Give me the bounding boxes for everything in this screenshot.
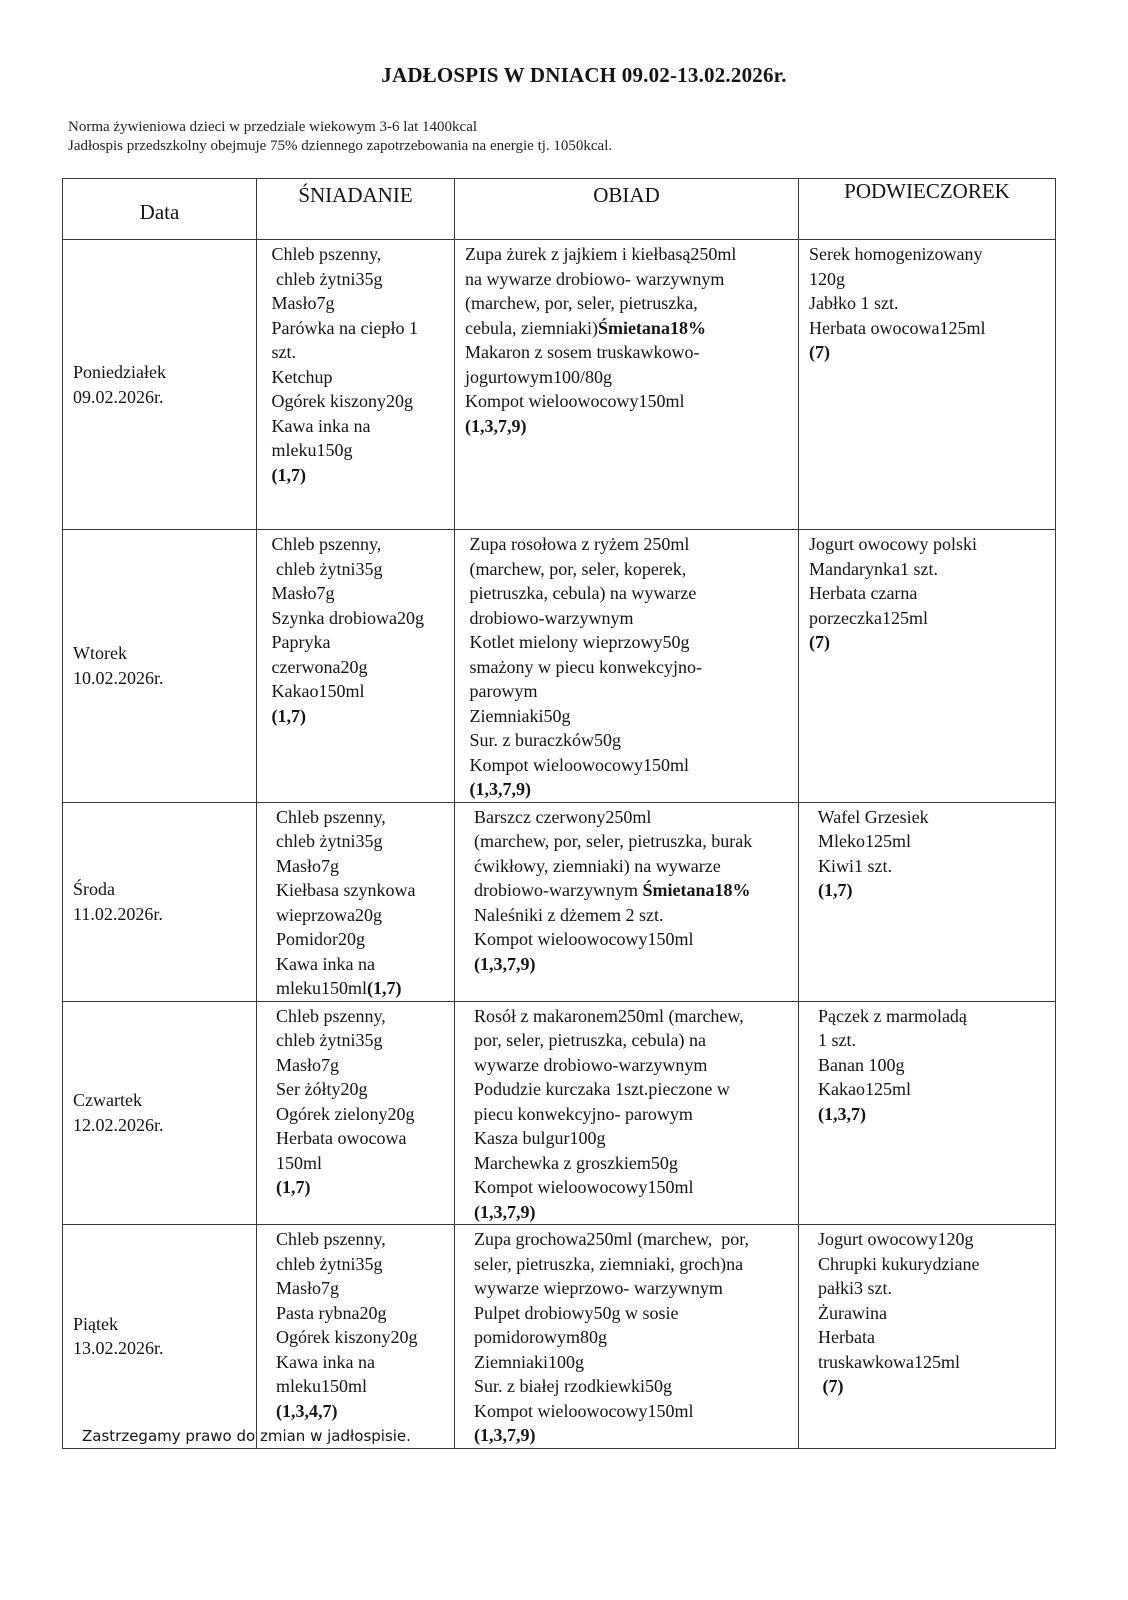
menu-item-text: wieprzowa20g — [267, 904, 382, 925]
allergen-codes — [809, 878, 1049, 903]
menu-item — [465, 291, 792, 316]
menu-item — [465, 1175, 792, 1200]
menu-item — [267, 438, 448, 463]
menu-item-text: Kotlet mielony wieprzowy50g — [465, 632, 690, 652]
menu-item-text: Papryka — [267, 632, 331, 652]
table-row — [63, 802, 1056, 1001]
menu-item-text: Barszcz czerwony250ml — [465, 806, 652, 827]
menu-item — [465, 829, 792, 854]
menu-item-text: chleb żytni35g — [267, 1030, 383, 1050]
menu-item-text: Mandarynka1 szt. — [809, 558, 938, 579]
allergen-codes — [809, 1374, 1049, 1399]
day-name: Czwartek — [73, 1090, 142, 1111]
menu-item — [465, 581, 792, 606]
menu-item — [267, 414, 448, 439]
menu-item-text: truskawkowa125ml — [809, 1351, 960, 1372]
menu-item-text: (7) — [809, 342, 830, 362]
menu-item — [809, 1350, 1049, 1375]
menu-item-text: Marchewka z groszkiem50g — [465, 1152, 678, 1173]
menu-item-text: pietruszka, cebula) na wywarze — [465, 583, 697, 603]
table-row — [63, 530, 1056, 803]
menu-item — [809, 557, 1049, 582]
menu-item-text: Kakao125ml — [809, 1079, 911, 1099]
menu-item-text: chleb żytni35g — [267, 831, 383, 851]
menu-item — [267, 829, 448, 854]
menu-item — [465, 267, 792, 292]
menu-item-text: Ogórek zielony20g — [267, 1103, 415, 1124]
menu-item-text: Masło7g — [267, 855, 339, 876]
menu-item-text: Sur. z białej rzodkiewki50g — [465, 1376, 672, 1396]
menu-item — [465, 679, 792, 704]
table-row — [63, 1225, 1056, 1449]
menu-item — [809, 854, 1049, 879]
menu-item — [267, 1252, 448, 1277]
menu-item — [465, 1077, 792, 1102]
menu-item-text: Chleb pszenny, — [267, 806, 386, 827]
menu-item — [465, 805, 792, 830]
menu-item-text: Zupa żurek z jajkiem i kiełbasą250ml — [465, 244, 737, 264]
allergen-codes — [465, 777, 792, 802]
menu-item — [809, 1252, 1049, 1277]
menu-item — [465, 1004, 792, 1029]
menu-item-text: Sur. z buraczków50g — [465, 730, 621, 750]
menu-item — [465, 1399, 792, 1424]
menu-item — [267, 854, 448, 879]
menu-item-text: 1 szt. — [809, 1030, 856, 1050]
menu-item — [809, 532, 1049, 557]
day-date: 10.02.2026r. — [73, 667, 164, 688]
energy-coverage-note: Jadłospis przedszkolny obejmuje 75% dziennego zapotrzebowania na energie tj. 1050kcal. — [68, 138, 613, 154]
breakfast-cell — [257, 530, 455, 803]
menu-item — [267, 903, 448, 928]
menu-item — [267, 878, 448, 903]
menu-item — [267, 532, 448, 557]
menu-item — [809, 1301, 1049, 1326]
menu-item — [465, 316, 792, 341]
menu-item-text: (7) — [809, 632, 830, 652]
menu-item — [267, 927, 448, 952]
menu-item-text: Rosół z makaronem250ml (marchew, — [465, 1005, 744, 1026]
menu-item — [267, 1374, 448, 1399]
allergen-codes — [465, 414, 792, 439]
menu-item-text: Kompot wieloowocowy150ml — [465, 754, 689, 775]
day-name: Poniedziałek — [73, 362, 166, 382]
menu-item-text: 150ml — [267, 1152, 323, 1173]
menu-item-text: pałki3 szt. — [809, 1278, 892, 1298]
menu-item — [465, 242, 792, 267]
header-snack: PODWIECZOREK — [799, 179, 1056, 240]
menu-item — [465, 1151, 792, 1176]
allergen-codes — [465, 952, 792, 977]
menu-item-text: (1,3,7) — [809, 1103, 866, 1124]
menu-item — [465, 704, 792, 729]
day-name: Wtorek — [73, 643, 127, 664]
menu-item-text: (7) — [809, 1376, 844, 1396]
menu-item-text: (1,7) — [267, 1177, 311, 1197]
menu-item — [267, 1053, 448, 1078]
menu-item — [267, 267, 448, 292]
lunch-cell — [455, 802, 799, 1001]
table-header-row — [63, 179, 1056, 240]
document-title: JADŁOSPIS W DNIACH 09.02-13.02.2026r. — [381, 63, 787, 87]
menu-item-text: mleku150g — [267, 440, 353, 460]
nutrition-norm-note: Norma żywieniowa dzieci w przedziale wiekowym 3-6 lat 1400kcal — [68, 119, 478, 135]
menu-item — [809, 805, 1049, 830]
menu-item — [465, 1350, 792, 1375]
table-row — [63, 1001, 1056, 1225]
menu-item — [465, 1028, 792, 1053]
breakfast-cell — [257, 802, 455, 1001]
menu-item-text: Jogurt owocowy polski — [809, 534, 977, 554]
menu-item-text: Masło7g — [267, 1054, 339, 1075]
menu-item-text: cebula, ziemniaki) — [465, 317, 598, 338]
lunch-cell — [455, 1225, 799, 1449]
menu-item-text: seler, pietruszka, ziemniaki, groch)na — [465, 1253, 744, 1274]
menu-item-text: Ziemniaki50g — [465, 705, 571, 726]
menu-item-text: jogurtowym100/80g — [465, 366, 612, 387]
menu-item — [267, 1227, 448, 1252]
menu-item — [267, 1028, 448, 1053]
menu-item — [809, 1053, 1049, 1078]
menu-item-text: Banan 100g — [809, 1054, 905, 1075]
menu-item — [809, 1004, 1049, 1029]
lunch-cell — [455, 240, 799, 530]
menu-item — [465, 1126, 792, 1151]
snack-cell — [799, 1001, 1056, 1225]
menu-item — [465, 854, 792, 879]
snack-cell — [799, 240, 1056, 530]
menu-item-text: (1,7) — [809, 880, 853, 900]
menu-item — [267, 1102, 448, 1127]
menu-item-text: 120g — [809, 268, 845, 289]
menu-item-text: chleb żytni35g — [267, 268, 383, 289]
menu-item-text: wywarze wieprzowo- warzywnym — [465, 1278, 723, 1298]
menu-item-text: pomidorowym80g — [465, 1327, 607, 1347]
menu-item-text: Serek homogenizowany — [809, 244, 983, 264]
menu-item — [809, 1325, 1049, 1350]
menu-item-text: Jabłko 1 szt. — [809, 293, 899, 313]
menu-item — [267, 1126, 448, 1151]
header-date: Data — [63, 179, 257, 240]
menu-item — [465, 1053, 792, 1078]
menu-item — [809, 1276, 1049, 1301]
menu-item-text: Kawa inka na — [267, 1351, 375, 1372]
menu-item — [267, 1077, 448, 1102]
menu-item — [465, 532, 792, 557]
menu-item — [267, 1350, 448, 1375]
menu-item — [267, 340, 448, 365]
menu-item-text: Kiwi1 szt. — [809, 855, 892, 876]
highlighted-item: Śmietana18% — [642, 880, 751, 900]
menu-item — [267, 1276, 448, 1301]
menu-item-text: Kompot wieloowocowy150ml — [465, 391, 685, 411]
menu-item — [267, 655, 448, 680]
menu-item-text: Masło7g — [267, 583, 335, 603]
menu-item — [267, 952, 448, 977]
menu-item-text: chleb żytni35g — [267, 558, 383, 579]
disclaimer-footer: Zastrzegamy prawo do zmian w jadłospisie. — [82, 1427, 411, 1445]
menu-item-text: (1,7) — [267, 464, 306, 485]
allergen-codes — [809, 340, 1049, 365]
allergen-codes — [267, 1175, 448, 1200]
menu-item — [465, 903, 792, 928]
menu-item — [267, 805, 448, 830]
menu-item — [809, 291, 1049, 316]
highlighted-item: (1,7) — [367, 978, 402, 998]
allergen-codes — [465, 1423, 792, 1448]
menu-item-text: Makaron z sosem truskawkowo- — [465, 342, 700, 362]
day-date: 12.02.2026r. — [73, 1114, 164, 1135]
menu-item-text: Ser żółty20g — [267, 1079, 368, 1099]
menu-item — [465, 365, 792, 390]
menu-item-text: (1,3,7,9) — [465, 1425, 536, 1445]
menu-item-text: mleku150ml — [267, 1376, 367, 1396]
allergen-codes — [465, 1200, 792, 1225]
snack-cell — [799, 802, 1056, 1001]
menu-item — [267, 557, 448, 582]
menu-item-text: porzeczka125ml — [809, 607, 928, 628]
snack-cell — [799, 530, 1056, 803]
menu-item-text: Kakao150ml — [267, 681, 365, 701]
menu-item — [267, 1151, 448, 1176]
menu-item-text: Kompot wieloowocowy150ml — [465, 1177, 694, 1197]
menu-item — [465, 1325, 792, 1350]
menu-item — [267, 1004, 448, 1029]
date-cell — [63, 530, 257, 803]
menu-item-text: Ketchup — [267, 366, 333, 387]
menu-item-text: Wafel Grzesiek — [809, 806, 929, 827]
menu-item — [465, 753, 792, 778]
allergen-codes — [809, 1102, 1049, 1127]
menu-item — [465, 1102, 792, 1127]
menu-item-text: por, seler, pietruszka, cebula) na — [465, 1030, 706, 1050]
highlighted-item: Śmietana18% — [597, 317, 706, 338]
lunch-cell — [455, 1001, 799, 1225]
menu-item-text: Mleko125ml — [809, 831, 911, 851]
menu-item-text: drobiowo-warzywnym — [465, 880, 643, 900]
menu-item-text: (1,3,7,9) — [465, 415, 527, 436]
menu-item-text: Szynka drobiowa20g — [267, 607, 424, 628]
menu-item — [809, 242, 1049, 267]
breakfast-cell — [257, 1001, 455, 1225]
menu-item — [267, 365, 448, 390]
menu-item-text: Żurawina — [809, 1302, 887, 1323]
day-name: Piątek — [73, 1313, 118, 1334]
menu-item — [267, 630, 448, 655]
date-cell — [63, 802, 257, 1001]
allergen-codes — [267, 463, 448, 488]
menu-item-text: (1,3,4,7) — [267, 1400, 338, 1421]
menu-item-text: Kompot wieloowocowy150ml — [465, 1400, 694, 1421]
menu-item-text: (1,3,7,9) — [465, 1201, 536, 1222]
menu-item-text: (marchew, por, seler, pietruszka, — [465, 293, 698, 313]
menu-item — [465, 1374, 792, 1399]
menu-item-text: parowym — [465, 681, 538, 701]
allergen-codes — [267, 704, 448, 729]
day-date: 13.02.2026r. — [73, 1338, 164, 1359]
menu-item — [267, 1301, 448, 1326]
date-cell — [63, 240, 257, 530]
menu-item-text: wywarze drobiowo-warzywnym — [465, 1054, 708, 1075]
day-name: Środa — [73, 879, 115, 899]
menu-item-text: chleb żytni35g — [267, 1253, 383, 1274]
menu-item — [809, 316, 1049, 341]
lunch-cell — [455, 530, 799, 803]
menu-item — [267, 606, 448, 631]
menu-item-text: Herbata owocowa125ml — [809, 317, 986, 338]
menu-item — [465, 728, 792, 753]
menu-item-text: Zupa rosołowa z ryżem 250ml — [465, 534, 690, 554]
menu-item — [267, 316, 448, 341]
menu-item — [267, 1325, 448, 1350]
menu-item — [465, 1276, 792, 1301]
menu-item-text: Jogurt owocowy120g — [809, 1229, 974, 1249]
menu-item — [809, 267, 1049, 292]
menu-item-text: Herbata czarna — [809, 583, 918, 603]
menu-item — [809, 1227, 1049, 1252]
menu-item-text: Kawa inka na — [267, 415, 371, 436]
menu-item-text: Chleb pszenny, — [267, 244, 382, 264]
menu-item — [465, 1301, 792, 1326]
menu-item-text: Zupa grochowa250ml (marchew, por, — [465, 1229, 750, 1249]
menu-item-text: (1,7) — [267, 705, 306, 726]
menu-item-text: smażony w piecu konwekcyjno- — [465, 656, 702, 677]
menu-item — [809, 829, 1049, 854]
menu-item-text: Kompot wieloowocowy150ml — [465, 929, 694, 949]
menu-item-text: (marchew, por, seler, koperek, — [465, 558, 687, 579]
menu-item — [465, 630, 792, 655]
menu-item — [465, 1252, 792, 1277]
menu-item-text: Naleśniki z dżemem 2 szt. — [465, 904, 664, 925]
menu-item-text: Kiełbasa szynkowa — [267, 880, 416, 900]
menu-item-text: Pasta rybna20g — [267, 1302, 387, 1323]
menu-item — [465, 927, 792, 952]
menu-item — [267, 389, 448, 414]
allergen-codes — [809, 630, 1049, 655]
menu-item-text: czerwona20g — [267, 656, 368, 677]
menu-item-text: Masło7g — [267, 293, 335, 313]
menu-item-text: Herbata — [809, 1327, 875, 1347]
menu-item-text: Chrupki kukurydziane — [809, 1253, 980, 1274]
day-date: 09.02.2026r. — [73, 386, 164, 407]
header-lunch: OBIAD — [455, 179, 799, 240]
menu-item-text: Ogórek kiszony20g — [267, 391, 413, 411]
menu-item-text: na wywarze drobiowo- warzywnym — [465, 268, 725, 289]
menu-item-text: piecu konwekcyjno- parowym — [465, 1103, 693, 1124]
breakfast-cell — [257, 1225, 455, 1449]
menu-item-text: Ziemniaki100g — [465, 1351, 584, 1372]
menu-item — [465, 606, 792, 631]
menu-item-text: ćwikłowy, ziemniaki) na wywarze — [465, 855, 721, 876]
header-breakfast: ŚNIADANIE — [257, 179, 455, 240]
menu-item — [267, 242, 448, 267]
menu-item — [267, 976, 448, 1001]
date-cell — [63, 1225, 257, 1449]
menu-item-text: Podudzie kurczaka 1szt.pieczone w — [465, 1079, 730, 1099]
menu-item — [465, 655, 792, 680]
menu-item-text: (marchew, por, seler, pietruszka, burak — [465, 831, 753, 851]
menu-item — [465, 878, 792, 903]
menu-item-text: Chleb pszenny, — [267, 1005, 386, 1026]
menu-item — [809, 606, 1049, 631]
snack-cell — [799, 1225, 1056, 1449]
menu-item — [465, 557, 792, 582]
menu-item-text: Parówka na ciepło 1 — [267, 317, 418, 338]
menu-item-text: Ogórek kiszony20g — [267, 1327, 418, 1347]
table-row — [63, 240, 1056, 530]
menu-item — [465, 389, 792, 414]
menu-item-text: drobiowo-warzywnym — [465, 607, 634, 628]
menu-item-text: mleku150ml — [267, 978, 367, 998]
menu-item-text: Kawa inka na — [267, 953, 375, 974]
menu-item — [465, 340, 792, 365]
menu-item-text: Kasza bulgur100g — [465, 1128, 606, 1148]
menu-item-text: (1,3,7,9) — [465, 953, 536, 974]
menu-item-text: Chleb pszenny, — [267, 1229, 386, 1249]
menu-item-text: Herbata owocowa — [267, 1128, 407, 1148]
menu-item — [267, 581, 448, 606]
day-date: 11.02.2026r. — [73, 903, 163, 924]
menu-item-text: Pączek z marmoladą — [809, 1005, 967, 1026]
breakfast-cell — [257, 240, 455, 530]
menu-item-text: Chleb pszenny, — [267, 534, 382, 554]
weekly-menu-table — [62, 178, 1056, 1449]
menu-item-text: Pulpet drobiowy50g w sosie — [465, 1302, 679, 1323]
allergen-codes — [267, 1399, 448, 1424]
menu-item-text: Pomidor20g — [267, 929, 366, 949]
menu-item-text: szt. — [267, 342, 296, 362]
menu-item — [267, 291, 448, 316]
menu-item — [809, 1028, 1049, 1053]
menu-item — [809, 1077, 1049, 1102]
menu-item-text: Masło7g — [267, 1278, 339, 1298]
menu-item — [809, 581, 1049, 606]
menu-item-text: (1,3,7,9) — [465, 779, 531, 799]
menu-item — [465, 1227, 792, 1252]
date-cell — [63, 1001, 257, 1225]
menu-item — [267, 679, 448, 704]
